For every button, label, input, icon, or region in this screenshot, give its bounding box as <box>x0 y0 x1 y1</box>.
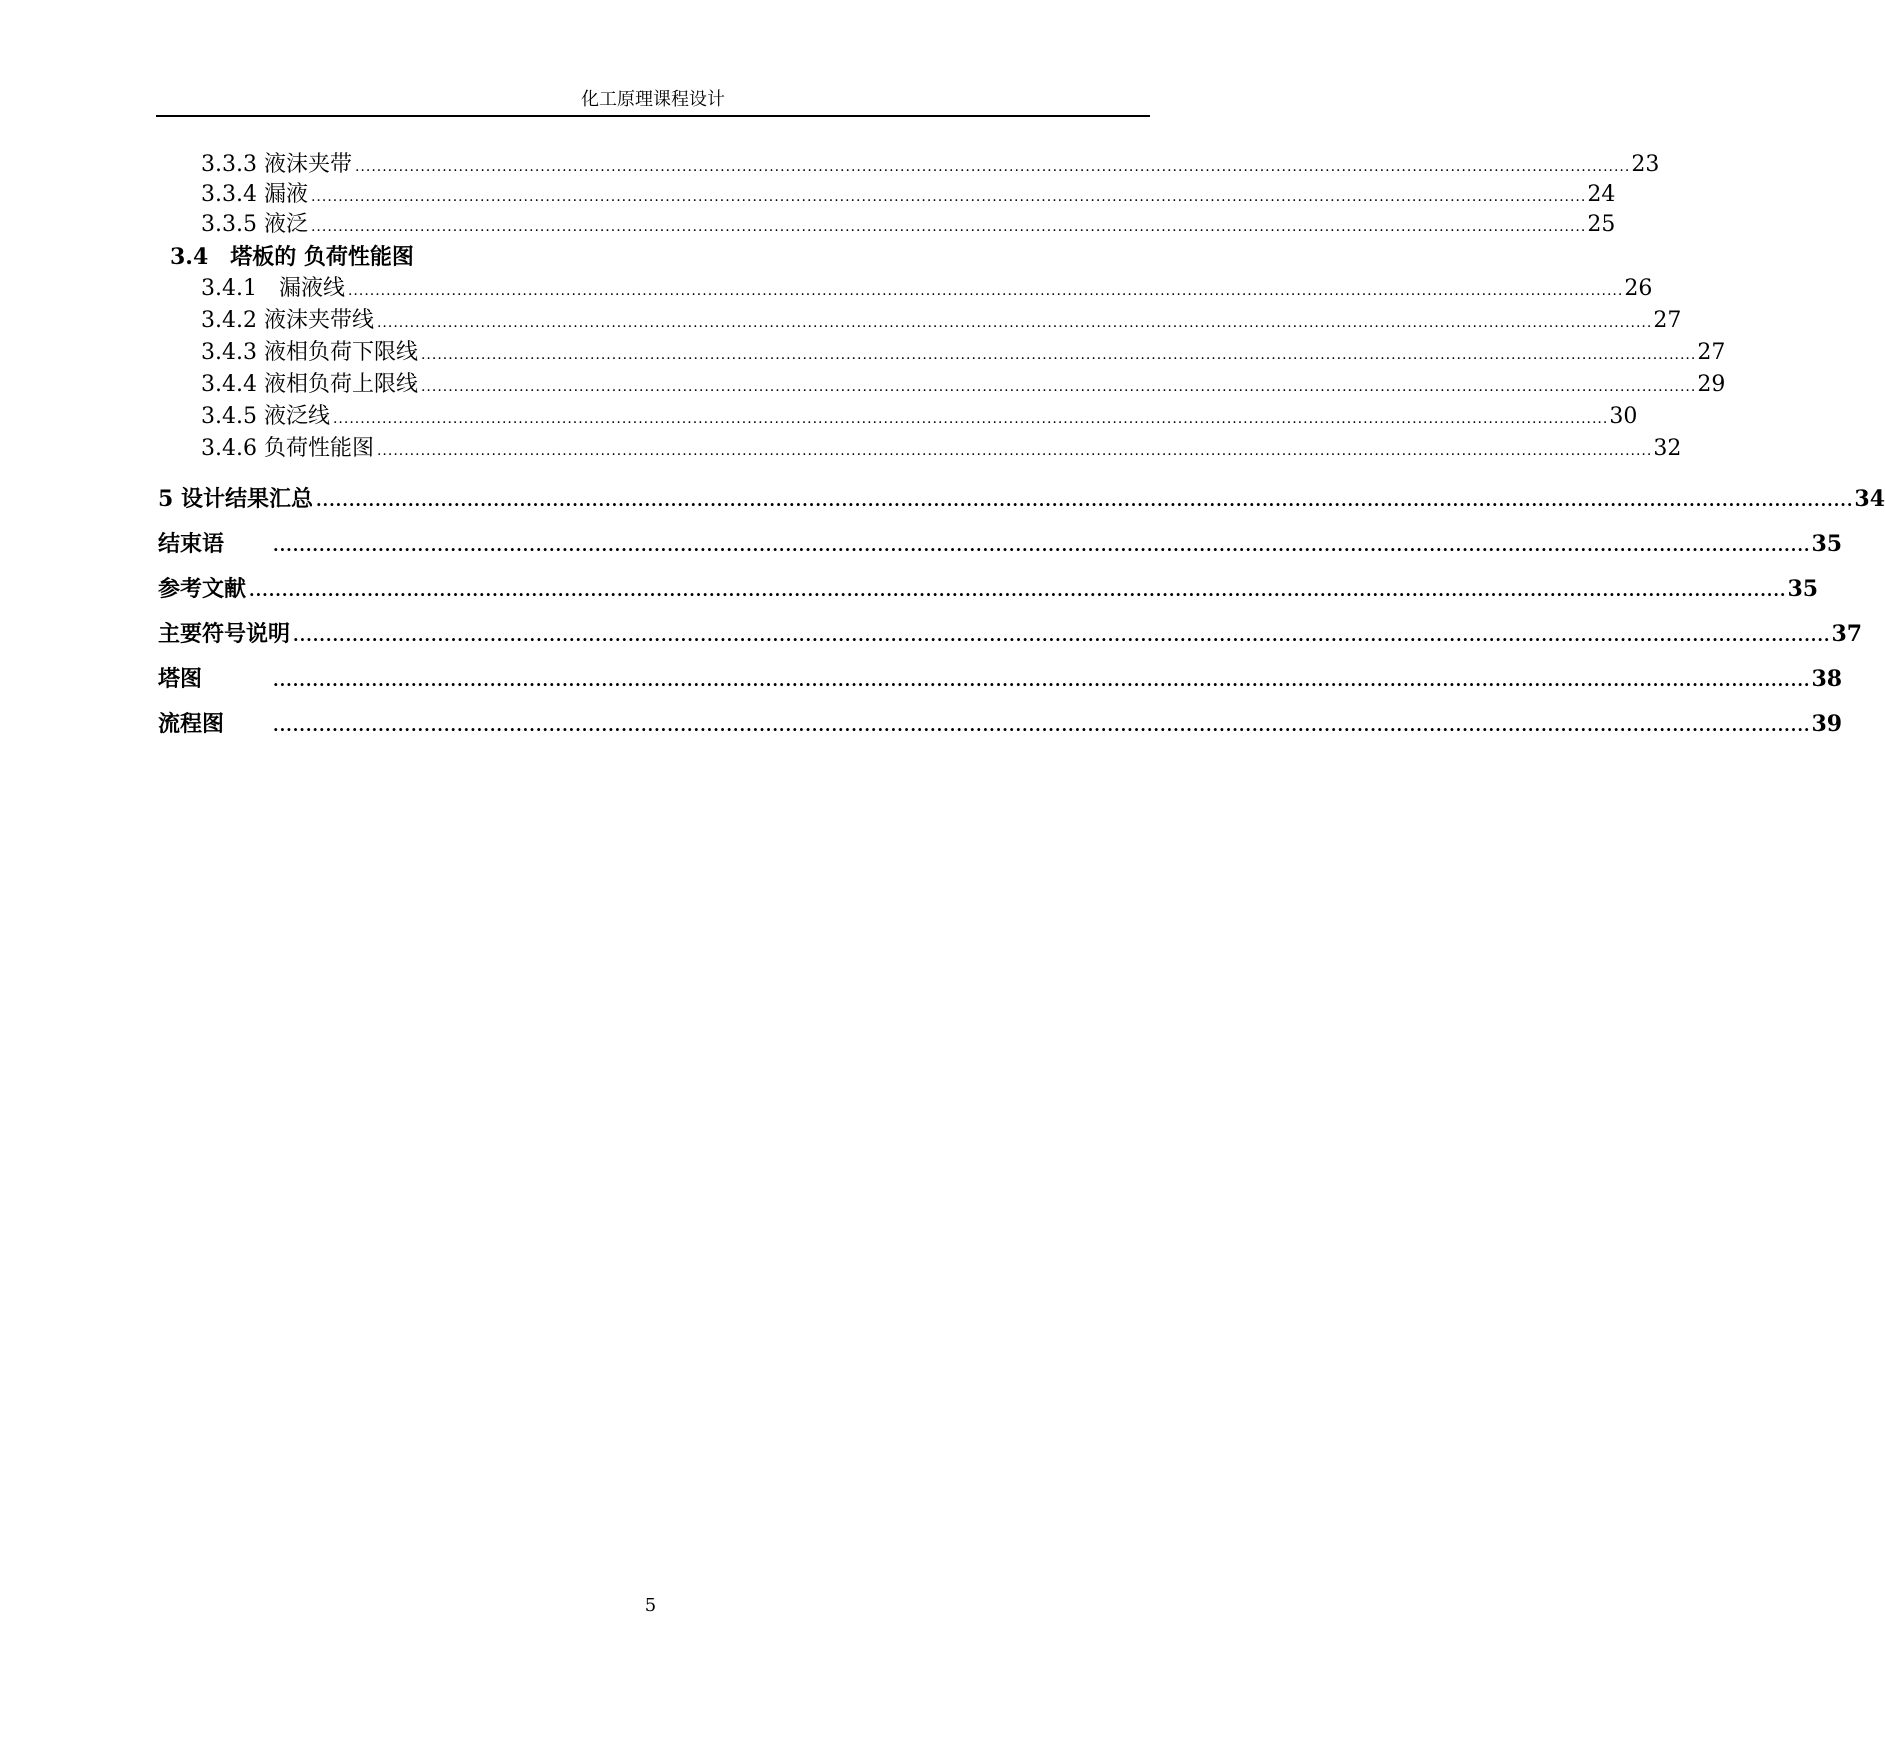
toc-entry-label: 5 设计结果汇总 <box>158 486 313 512</box>
toc-entry-label: 3.4.4 液相负荷上限线 <box>201 372 418 397</box>
toc-entry-3-4-2[interactable] <box>201 306 1682 338</box>
toc-dot-leader: .......................................................................................................................................................................................................................................... <box>249 581 1787 600</box>
toc-page-number: 32 <box>1653 436 1682 461</box>
toc-page-number: 35 <box>1811 531 1843 557</box>
toc-dot-leader: .......................................................................................................................................................................................................................................... <box>376 443 1653 459</box>
toc-page-number: 34 <box>1854 486 1885 512</box>
toc-dot-leader: .......................................................................................................................................................................................................................................... <box>420 379 1697 395</box>
toc-page-number: 27 <box>1653 308 1682 333</box>
toc-entry-label: 3.4.5 液泛线 <box>201 404 330 429</box>
toc-entry-label: 3.3.4 漏液 <box>201 182 308 207</box>
toc-entry-flow-diagram[interactable] <box>158 709 1843 741</box>
toc-entry-5[interactable] <box>158 484 1885 516</box>
page-number: 5 <box>644 1595 657 1616</box>
toc-entry-references[interactable] <box>158 574 1819 606</box>
toc-entry-3-4-4[interactable] <box>201 370 1726 402</box>
toc-entry-conclusion[interactable] <box>158 529 1843 561</box>
toc-entry-tower-drawing[interactable] <box>158 664 1843 696</box>
toc-dot-leader: .......................................................................................................................................................................................................................................... <box>310 189 1587 205</box>
toc-heading-label: 3.4 塔板的 负荷性能图 <box>170 244 414 270</box>
toc-page-number: 27 <box>1697 340 1726 365</box>
toc-page-number: 39 <box>1811 711 1843 737</box>
toc-page-number: 23 <box>1631 152 1660 177</box>
toc-page-number: 25 <box>1587 212 1616 237</box>
toc-page-number: 26 <box>1624 276 1653 301</box>
toc-entry-label: 3.4.6 负荷性能图 <box>201 436 374 461</box>
toc-dot-leader: .......................................................................................................................................................................................................................................... <box>332 411 1609 427</box>
toc-entry-3-4-3[interactable] <box>201 338 1726 370</box>
toc-entry-label: 参考文献 <box>158 576 247 602</box>
toc-entry-symbols[interactable] <box>158 619 1863 651</box>
toc-page-number: 37 <box>1831 621 1863 647</box>
toc-dot-leader: .......................................................................................................................................................................................................................................... <box>354 159 1631 175</box>
toc-heading-3-4[interactable] <box>170 242 1146 272</box>
toc-entry-3-4-6[interactable] <box>201 434 1682 466</box>
toc-dot-leader: .......................................................................................................................................................................................................................................... <box>420 347 1697 363</box>
toc-entry-label: 3.4.1 漏液线 <box>201 276 345 301</box>
toc-entry-3-3-5[interactable] <box>201 210 1616 242</box>
toc-dot-leader: .......................................................................................................................................................................................................................................... <box>376 315 1653 331</box>
toc-entry-label: 3.4.2 液沫夹带线 <box>201 308 374 333</box>
toc-entry-label: 3.4.3 液相负荷下限线 <box>201 340 418 365</box>
toc-page-number: 24 <box>1587 182 1616 207</box>
toc-dot-leader: .......................................................................................................................................................................................................................................... <box>293 626 1831 645</box>
toc-entry-label: 3.3.5 液泛 <box>201 212 308 237</box>
running-header-title: 化工原理课程设计 <box>581 89 725 110</box>
toc-entry-label: 流程图 <box>158 711 225 737</box>
toc-entry-3-3-3[interactable] <box>201 150 1660 182</box>
toc-dot-leader: .......................................................................................................................................................................................................................................... <box>347 283 1624 299</box>
toc-entry-label: 塔图 <box>158 666 203 692</box>
toc-page-number: 30 <box>1609 404 1638 429</box>
toc-dot-leader: .......................................................................................................................................................................................................................................... <box>315 491 1854 510</box>
toc-dot-leader: .......................................................................................................................................................................................................................................... <box>273 671 1811 690</box>
toc-page-number: 38 <box>1811 666 1843 692</box>
toc-dot-leader: .......................................................................................................................................................................................................................................... <box>273 716 1811 735</box>
toc-entry-label: 3.3.3 液沫夹带 <box>201 152 352 177</box>
toc-dot-leader: .......................................................................................................................................................................................................................................... <box>310 219 1587 235</box>
toc-entry-label: 结束语 <box>158 531 225 557</box>
toc-entry-label: 主要符号说明 <box>158 621 291 647</box>
toc-page-number: 29 <box>1697 372 1726 397</box>
toc-page-number: 35 <box>1787 576 1819 602</box>
toc-entry-3-3-4[interactable] <box>201 180 1616 212</box>
toc-dot-leader: .......................................................................................................................................................................................................................................... <box>273 536 1811 555</box>
toc-entry-3-4-5[interactable] <box>201 402 1638 434</box>
toc-entry-3-4-1[interactable] <box>201 274 1653 306</box>
